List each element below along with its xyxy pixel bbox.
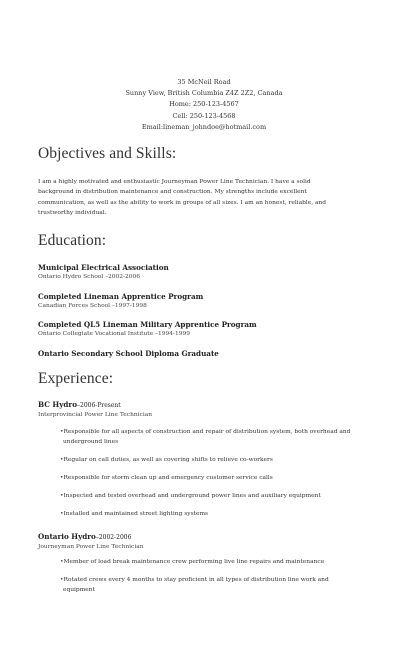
education-entry-title: Ontario Secondary School Diploma Graduate [38,349,219,358]
contact-home-phone: Home: 250-123-4567 [169,100,239,109]
education-entry [38,320,257,339]
contact-block [0,77,408,133]
job-duty: •Inspected and tested overhead and underground power lines and auxiliary equipment [60,492,321,499]
objectives-line: communication, as well as the ability to work in groups of all sizes. I am an honest, reliable, and [38,199,327,206]
job-duty: •Regular on call duties, as well as covering shifts to relieve co-workers [60,456,273,463]
education-entry-school: Ontario Hydro School –2002-2006 [38,274,140,280]
objectives-line: I am a highly motivated and enthusiastic Journeyman Power Line Technician. I have a solid [38,179,311,185]
job-duty: •Member of load break maintenance crew performing live line repairs and maintenance [60,559,325,565]
objectives-heading: Objectives and Skills: [38,145,177,162]
job-dates: –2002-2006 [95,534,132,541]
job-employer: BC Hydro [38,400,78,409]
education-entry-title: Municipal Electrical Association [38,263,169,272]
education-entry-school: Ontario Collegiate Vocational Institute –1994-1999 [38,331,190,337]
contact-cell-phone: Cell: 250-123-4568 [172,111,236,120]
education-entry-title: Completed Lineman Apprentice Program [38,292,204,301]
experience-heading: Experience: [38,370,114,387]
contact-address: 35 McNeil Road [177,78,231,86]
job-duties-list [60,428,380,528]
job-duty: •Responsible for all aspects of construction and repair of distribution system, both overhead and underground lines [60,429,351,445]
job-role: Journeyman Power Line Technician [38,544,144,550]
job-duties-list [60,558,380,604]
job-header [38,400,152,420]
objectives-paragraph [38,177,378,219]
education-entry-school: Canadian Forces School –1997-1998 [38,303,147,309]
job-dates: –2006-Present [77,402,121,409]
education-heading: Education: [38,232,107,249]
job-duty: •Installed and maintained street lighting systems [60,510,209,517]
objectives-line: background in distribution maintenance and construction. My strengths include excellent [38,189,307,196]
job-duty: •Responsible for storm clean up and emergency customer service calls [60,474,273,481]
job-header [38,532,144,552]
contact-city: Sunny View, British Columbia Z4Z 2Z2, Canada [125,89,283,98]
education-entry [38,349,219,359]
objectives-line: trustworthy individual. [38,210,107,217]
job-role: Interprovincial Power Line Technician [38,412,153,418]
education-entry-title: Completed QL5 Lineman Military Apprentice Program [38,320,257,329]
job-employer: Ontario Hydro [38,532,96,541]
education-entry [38,263,169,282]
contact-email: Email:lineman_johndoe@hotmail.com [141,122,267,131]
education-entry [38,292,203,311]
job-duty: •Rotated crews every 4 months to stay proficient in all types of distribution line work and equipment [60,576,329,593]
